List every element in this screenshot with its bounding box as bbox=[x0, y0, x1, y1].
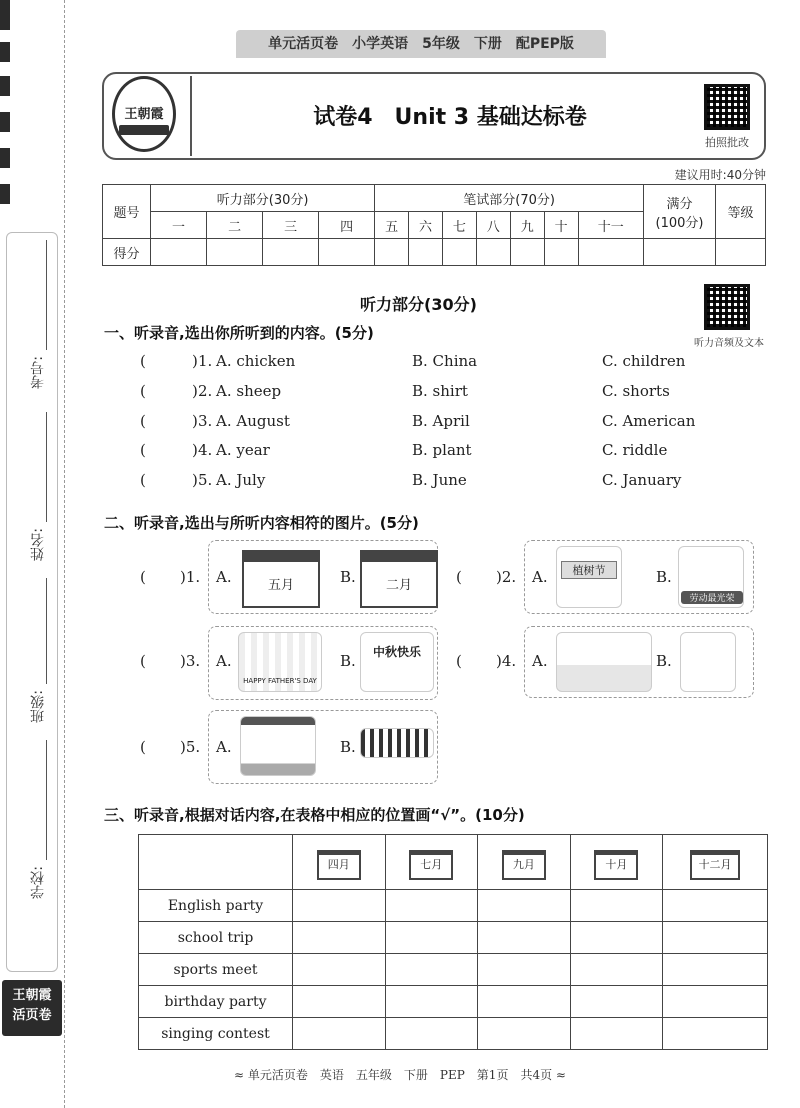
grading-qr-label: 拍照批改 bbox=[705, 136, 749, 149]
tree-planting-label: 植树节 bbox=[561, 561, 617, 579]
running-race-picture bbox=[556, 632, 652, 692]
full-marks-value: (100分) bbox=[655, 215, 704, 231]
event-label: English party bbox=[139, 890, 293, 922]
answer-paren[interactable]: ( bbox=[140, 382, 146, 400]
column-header: 二 bbox=[207, 212, 263, 239]
score-cell[interactable] bbox=[510, 239, 544, 266]
check-cell[interactable] bbox=[663, 1018, 768, 1050]
brand-name: 王朝霞 bbox=[12, 988, 52, 1003]
answer-paren[interactable]: ( bbox=[140, 352, 146, 370]
question-number: )1. bbox=[180, 568, 201, 586]
logo-band bbox=[119, 125, 169, 135]
series-tab: 单元活页卷 小学英语 5年级 下册 配PEP版 bbox=[236, 30, 606, 58]
check-cell[interactable] bbox=[570, 1018, 663, 1050]
score-cell[interactable] bbox=[375, 239, 409, 266]
event-label: sports meet bbox=[139, 954, 293, 986]
binding-field-box bbox=[6, 232, 58, 972]
binding-stripe bbox=[0, 76, 10, 96]
question-number: )3. bbox=[180, 652, 201, 670]
month-header bbox=[478, 835, 571, 890]
check-cell[interactable] bbox=[570, 890, 663, 922]
calendar-month: 二月 bbox=[385, 578, 412, 593]
part1-question: ( ) 1. A. chicken B. China C. children bbox=[140, 352, 686, 370]
answer-paren[interactable]: ( bbox=[456, 568, 462, 586]
binding-stripe bbox=[0, 184, 10, 204]
option-a: A. August bbox=[216, 412, 290, 430]
part1-question: ( ) 3. A. August B. April C. American bbox=[140, 412, 696, 430]
check-cell[interactable] bbox=[663, 986, 768, 1018]
column-header: 五 bbox=[375, 212, 409, 239]
score-cell[interactable] bbox=[207, 239, 263, 266]
column-header: 九 bbox=[510, 212, 544, 239]
check-cell[interactable] bbox=[663, 954, 768, 986]
score-row-label: 题号 bbox=[103, 185, 151, 239]
option-b-label[interactable]: B. bbox=[656, 568, 672, 586]
month-header bbox=[385, 835, 478, 890]
class-line[interactable] bbox=[46, 578, 47, 684]
option-c: C. riddle bbox=[602, 441, 668, 459]
question-number: 3. bbox=[198, 412, 213, 430]
binding-stripe bbox=[0, 112, 10, 132]
labour-day-label: 劳动最光荣 bbox=[681, 591, 743, 604]
question-number: )4. bbox=[496, 652, 517, 670]
check-cell[interactable] bbox=[293, 954, 386, 986]
listening-header: 听力部分(30分) bbox=[151, 185, 375, 212]
event-label: singing contest bbox=[139, 1018, 293, 1050]
column-header: 七 bbox=[442, 212, 476, 239]
check-cell[interactable] bbox=[478, 1018, 571, 1050]
calendar-icon: 七月 bbox=[409, 850, 453, 880]
question-number: 2. bbox=[198, 382, 213, 400]
score-table bbox=[102, 184, 766, 266]
grade-label: 等级 bbox=[716, 185, 766, 239]
school-label: 学校: bbox=[30, 866, 46, 899]
exam-number-line[interactable] bbox=[46, 240, 47, 350]
logo-text: 王朝霞 bbox=[124, 107, 164, 122]
option-b: B. China bbox=[412, 352, 478, 370]
publisher-logo bbox=[112, 76, 176, 152]
option-a: A. chicken bbox=[216, 352, 296, 370]
answer-paren[interactable]: ( bbox=[140, 412, 146, 430]
option-c: C. January bbox=[602, 471, 682, 489]
check-cell[interactable] bbox=[385, 1018, 478, 1050]
title-divider bbox=[190, 76, 192, 156]
option-a: A. July bbox=[216, 471, 266, 489]
score-cell[interactable] bbox=[578, 239, 643, 266]
page-title: 试卷4 Unit 3 基础达标卷 bbox=[313, 105, 587, 130]
labour-day-picture bbox=[678, 546, 744, 608]
option-a-label[interactable]: A. bbox=[216, 568, 232, 586]
check-cell[interactable] bbox=[478, 954, 571, 986]
option-b: B. April bbox=[412, 412, 470, 430]
dragon-boat-picture bbox=[360, 728, 434, 758]
exam-number-label: 考号: bbox=[30, 356, 46, 389]
option-b-label[interactable]: B. bbox=[340, 652, 356, 670]
question-number: 1. bbox=[198, 352, 213, 370]
check-cell[interactable] bbox=[570, 954, 663, 986]
option-a-label[interactable]: A. bbox=[216, 738, 232, 756]
option-b-label[interactable]: B. bbox=[340, 738, 356, 756]
grade-cell[interactable] bbox=[716, 239, 766, 266]
option-a-label[interactable]: A. bbox=[532, 652, 548, 670]
score-cell[interactable] bbox=[319, 239, 375, 266]
calendar-icon: 四月 bbox=[317, 850, 361, 880]
answer-paren[interactable]: ( bbox=[140, 471, 146, 489]
option-a-label[interactable]: A. bbox=[532, 568, 548, 586]
part1-question: ( ) 4. A. year B. plant C. riddle bbox=[140, 441, 668, 459]
question-number: 5. bbox=[198, 471, 213, 489]
cut-line bbox=[64, 0, 65, 1108]
answer-paren[interactable]: ( bbox=[456, 652, 462, 670]
option-b-label[interactable]: B. bbox=[340, 568, 356, 586]
option-b: B. plant bbox=[412, 441, 472, 459]
check-cell[interactable] bbox=[385, 890, 478, 922]
option-c: C. American bbox=[602, 412, 696, 430]
binding-stripe bbox=[0, 148, 10, 168]
fathers-day-picture bbox=[238, 632, 322, 692]
event-label: school trip bbox=[139, 922, 293, 954]
part1-question: ( ) 2. A. sheep B. shirt C. shorts bbox=[140, 382, 670, 400]
check-cell[interactable] bbox=[478, 986, 571, 1018]
fathers-day-label: HAPPY FATHER'S DAY bbox=[243, 677, 317, 685]
column-header: 三 bbox=[263, 212, 319, 239]
part2-title: 二、听录音,选出与所听内容相符的图片。(5分) bbox=[104, 514, 419, 532]
check-cell[interactable] bbox=[293, 986, 386, 1018]
option-a: A. sheep bbox=[216, 382, 282, 400]
month-header bbox=[570, 835, 663, 890]
singing-girl-picture bbox=[680, 632, 736, 692]
option-a: A. year bbox=[216, 441, 270, 459]
stage-show-picture bbox=[240, 716, 316, 776]
audio-qr-label: 听力音频及文本 bbox=[694, 338, 764, 349]
calendar-icon bbox=[360, 550, 438, 608]
check-cell[interactable] bbox=[570, 922, 663, 954]
score-cell[interactable] bbox=[544, 239, 578, 266]
answer-paren[interactable]: ( bbox=[140, 738, 146, 756]
month-header bbox=[293, 835, 386, 890]
question-number: )5. bbox=[180, 738, 201, 756]
brand-badge bbox=[2, 980, 62, 1036]
column-header: 十一 bbox=[578, 212, 643, 239]
binding-stripe bbox=[0, 42, 10, 62]
grading-qr-icon[interactable] bbox=[704, 84, 750, 130]
mid-autumn-label: 中秋快乐 bbox=[372, 645, 421, 659]
calendar-icon: 九月 bbox=[502, 850, 546, 880]
check-cell[interactable] bbox=[385, 922, 478, 954]
calendar-icon: 十月 bbox=[594, 850, 638, 880]
mid-autumn-picture bbox=[360, 632, 434, 692]
written-header: 笔试部分(70分) bbox=[375, 185, 644, 212]
full-marks-cell bbox=[644, 185, 716, 239]
check-cell[interactable] bbox=[293, 890, 386, 922]
score-cell[interactable] bbox=[263, 239, 319, 266]
check-cell[interactable] bbox=[570, 986, 663, 1018]
page-footer: ≈ 单元活页卷 英语 五年级 下册 PEP 第1页 共4页 ≈ bbox=[234, 1068, 566, 1082]
column-header: 一 bbox=[151, 212, 207, 239]
option-c: C. children bbox=[602, 352, 686, 370]
name-label: 姓名: bbox=[30, 528, 46, 561]
column-header: 六 bbox=[409, 212, 443, 239]
check-cell[interactable] bbox=[293, 1018, 386, 1050]
score-cell[interactable] bbox=[442, 239, 476, 266]
score-cell[interactable] bbox=[644, 239, 716, 266]
class-label: 班级: bbox=[30, 690, 46, 723]
score-cell[interactable] bbox=[409, 239, 443, 266]
corner-cell bbox=[139, 835, 293, 890]
name-line[interactable] bbox=[46, 412, 47, 522]
score-label: 得分 bbox=[103, 239, 151, 266]
check-cell[interactable] bbox=[385, 986, 478, 1018]
audio-qr-icon[interactable] bbox=[704, 284, 750, 330]
check-cell[interactable] bbox=[478, 922, 571, 954]
answer-paren[interactable]: ( bbox=[140, 568, 146, 586]
check-cell[interactable] bbox=[385, 954, 478, 986]
activity-month-table bbox=[138, 834, 768, 1050]
month-header bbox=[663, 835, 768, 890]
school-line[interactable] bbox=[46, 740, 47, 860]
check-cell[interactable] bbox=[478, 890, 571, 922]
part3-title: 三、听录音,根据对话内容,在表格中相应的位置画“√”。(10分) bbox=[104, 806, 525, 824]
binding-margin bbox=[0, 0, 92, 1108]
option-a-label[interactable]: A. bbox=[216, 652, 232, 670]
check-cell[interactable] bbox=[293, 922, 386, 954]
tree-planting-picture bbox=[556, 546, 622, 608]
score-cell[interactable] bbox=[151, 239, 207, 266]
calendar-icon: 十二月 bbox=[690, 850, 740, 880]
question-number: )2. bbox=[496, 568, 517, 586]
question-number: 4. bbox=[198, 441, 213, 459]
part1-question: ( ) 5. A. July B. June C. January bbox=[140, 471, 682, 489]
score-cell[interactable] bbox=[476, 239, 510, 266]
option-b: B. shirt bbox=[412, 382, 468, 400]
part1-title: 一、听录音,选出你所听到的内容。(5分) bbox=[104, 324, 374, 342]
event-label: birthday party bbox=[139, 986, 293, 1018]
option-c: C. shorts bbox=[602, 382, 670, 400]
answer-paren[interactable]: ( bbox=[140, 441, 146, 459]
brand-series: 活页卷 bbox=[12, 1008, 52, 1023]
check-cell[interactable] bbox=[663, 922, 768, 954]
calendar-month: 五月 bbox=[267, 578, 294, 593]
check-cell[interactable] bbox=[663, 890, 768, 922]
column-header: 十 bbox=[544, 212, 578, 239]
column-header: 八 bbox=[476, 212, 510, 239]
suggested-time: 建议用时:40分钟 bbox=[674, 168, 766, 182]
binding-stripe bbox=[0, 0, 10, 30]
column-header: 四 bbox=[319, 212, 375, 239]
option-b: B. June bbox=[412, 471, 467, 489]
option-b-label[interactable]: B. bbox=[656, 652, 672, 670]
full-marks-label: 满分 bbox=[666, 196, 693, 212]
calendar-icon bbox=[242, 550, 320, 608]
answer-paren[interactable]: ( bbox=[140, 652, 146, 670]
listening-section-title: 听力部分(30分) bbox=[360, 295, 477, 314]
